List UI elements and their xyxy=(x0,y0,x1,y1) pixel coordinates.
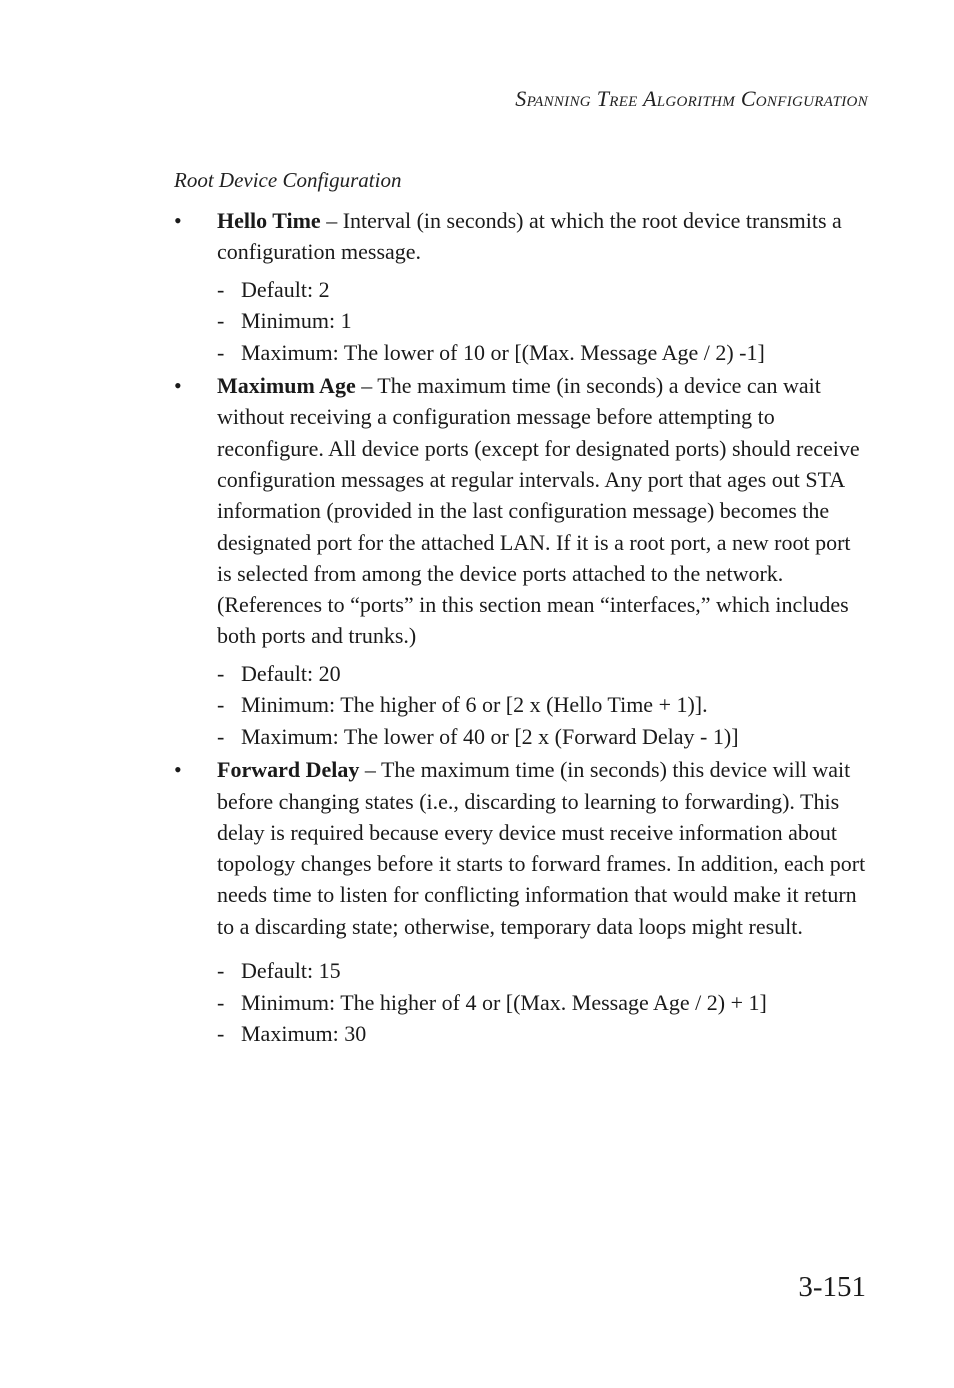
dash-icon: - xyxy=(217,989,225,1015)
list-item: - Default: 15 xyxy=(217,955,868,987)
list-item: - Maximum: The lower of 10 or [(Max. Message Age / 2) -1] xyxy=(217,337,868,369)
description-hello-time: – Interval (in seconds) at which the root device transmits a configuration message. xyxy=(217,208,842,265)
list-item: - Minimum: The higher of 4 or [(Max. Message Age / 2) + 1] xyxy=(217,987,868,1019)
list-item: - Default: 20 xyxy=(217,658,868,690)
dash-icon: - xyxy=(217,276,225,302)
bullet-text xyxy=(217,205,868,268)
term-hello-time: Hello Time xyxy=(217,208,321,233)
bullet-forward-delay xyxy=(174,754,868,942)
dash-icon: - xyxy=(217,958,225,984)
dash-icon: - xyxy=(217,1021,225,1047)
bullet-text xyxy=(217,370,868,652)
list-item: - Maximum: The lower of 40 or [2 x (Forward Delay - 1)] xyxy=(217,721,868,753)
list-item: - Default: 2 xyxy=(217,274,868,306)
list-item: - Minimum: The higher of 6 or [2 x (Hello Time + 1)]. xyxy=(217,689,868,721)
forward-delay-values xyxy=(217,955,868,1050)
dash-icon: - xyxy=(217,339,225,365)
page-number: 3-151 xyxy=(798,1271,866,1303)
description-maximum-age: – The maximum time (in seconds) a device can wait without receiving a configuration message before attempting to reconfigure. All device ports (except for designated ports) should receive configuration messages at regular intervals. Any port that ages out STA information (provided in the last configuration message) becomes the designated port for the attached LAN. If it is a root port, a new root port is selected from among the device ports attached to the network. (References to “ports” in this section mean “interfaces,” which includes both ports and trunks.) xyxy=(217,373,860,649)
description-forward-delay: – The maximum time (in seconds) this device will wait before changing states (i.e., discarding to learning to forwarding). This delay is required because every device must receive information about topology changes before it starts to forward frames. In addition, each port needs time to listen for conflicting information that would make it return to a discarding state; otherwise, temporary data loops might result. xyxy=(217,757,866,939)
bullet-text xyxy=(217,754,868,942)
bullet-icon: • xyxy=(174,208,182,233)
dash-icon: - xyxy=(217,723,225,749)
bullet-hello-time xyxy=(174,205,868,268)
list-item: - Maximum: 30 xyxy=(217,1018,868,1050)
dash-icon: - xyxy=(217,692,225,718)
parameter-list xyxy=(174,205,868,1052)
dash-icon: - xyxy=(217,308,225,334)
term-forward-delay: Forward Delay xyxy=(217,757,360,783)
list-item: - Minimum: 1 xyxy=(217,305,868,337)
hello-time-values xyxy=(217,274,868,369)
section-label: Root Device Configuration xyxy=(174,168,402,192)
maximum-age-values xyxy=(217,658,868,753)
bullet-icon: • xyxy=(174,757,182,783)
running-header: Spanning Tree Algorithm Configuration xyxy=(515,86,868,111)
term-maximum-age: Maximum Age xyxy=(217,373,356,399)
bullet-icon: • xyxy=(174,373,182,399)
bullet-maximum-age xyxy=(174,370,868,652)
dash-icon: - xyxy=(217,660,225,686)
